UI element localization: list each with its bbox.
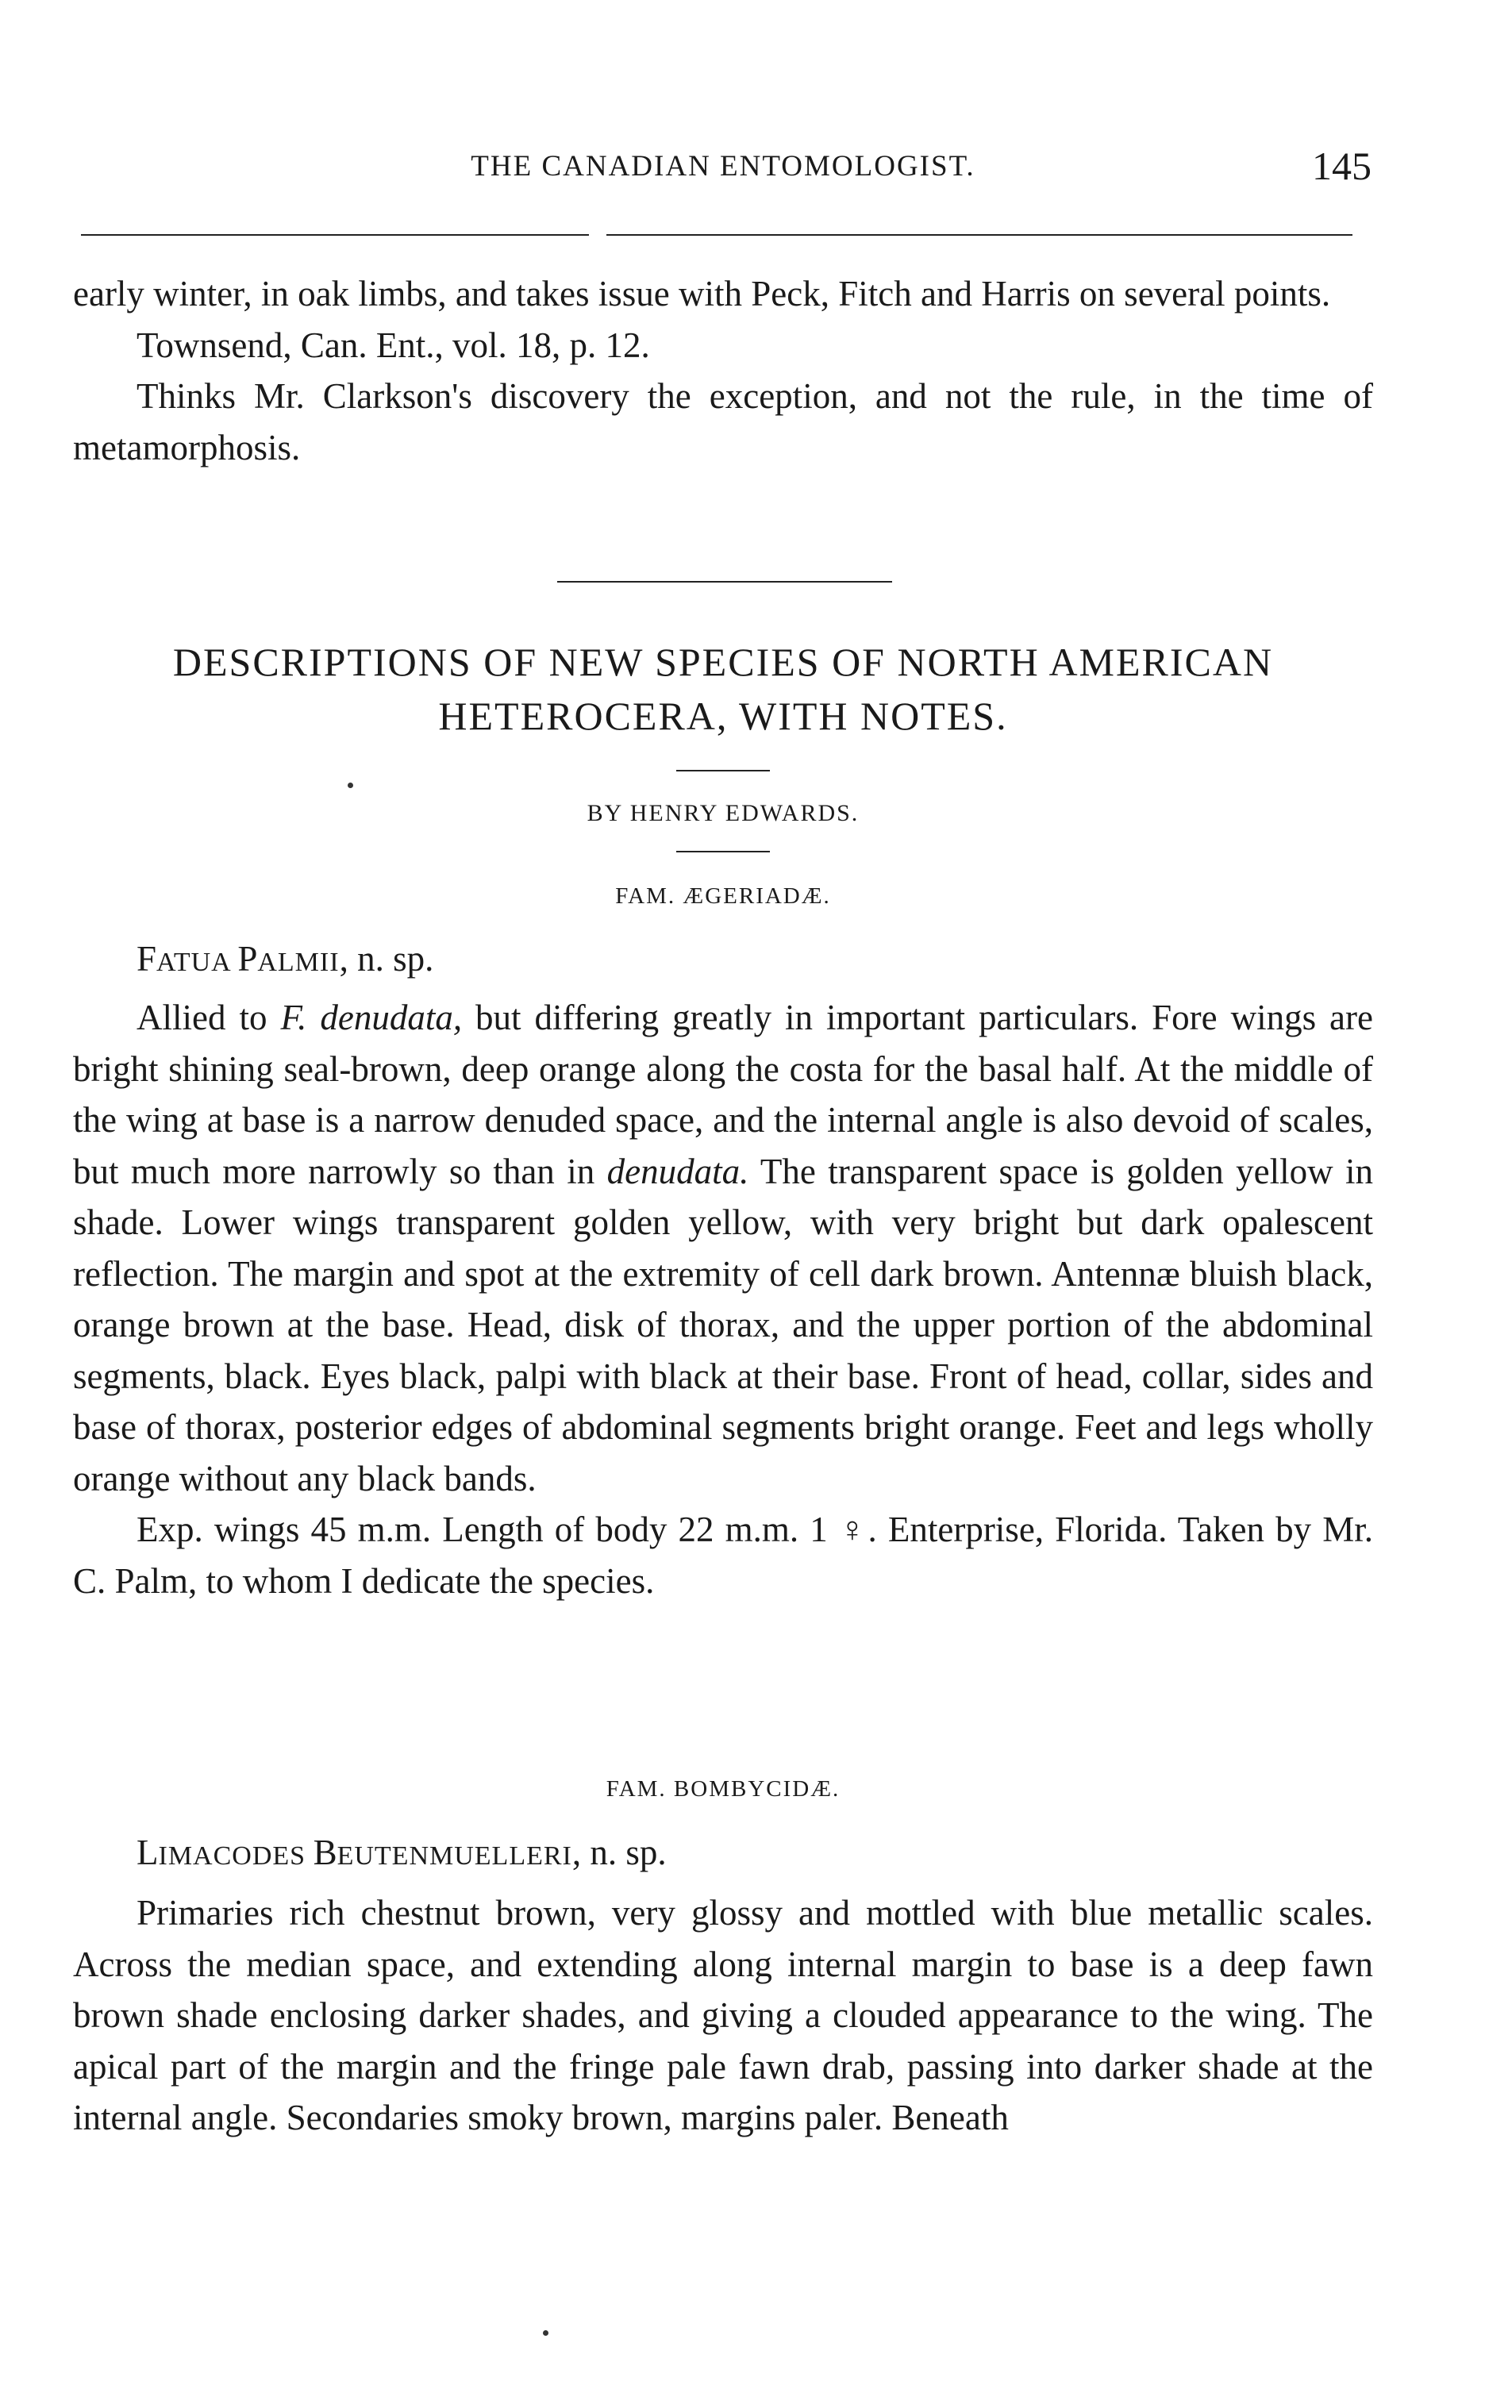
byline: BY HENRY EDWARDS.: [587, 800, 860, 826]
limacodes-description: [73, 1887, 1373, 2144]
running-head: [73, 143, 1373, 190]
continuation-paragraph-3: Thinks Mr. Clarkson's discovery the exception, and not the rule, in the time of metamorphosis.: [73, 376, 1373, 467]
header-rule-right: [606, 234, 1352, 236]
page-number: 145: [1312, 144, 1372, 188]
family-heading-aegeriadae: FAM. ÆGERIADÆ.: [615, 883, 831, 909]
fatua-description: [73, 992, 1373, 1606]
article-title: [73, 635, 1373, 743]
print-speck: [543, 2330, 548, 2336]
article-title-line-2: HETEROCERA, WITH NOTES.: [438, 694, 1008, 738]
family-heading-bombycidae: FAM. BOMBYCIDÆ.: [606, 1776, 841, 1802]
taxon-italic: F. denudata,: [280, 998, 463, 1037]
article-title-line-1: DESCRIPTIONS OF NEW SPECIES OF NORTH AMERICAN: [172, 640, 1274, 684]
section-divider-rule: [557, 581, 892, 583]
byline-rule: [676, 851, 770, 852]
continuation-text: [73, 268, 1373, 473]
journal-title: THE CANADIAN ENTOMOLOGIST.: [471, 150, 975, 183]
title-rule: [676, 770, 770, 771]
limacodes-description-paragraph: Primaries rich chestnut brown, very glossy and mottled with blue metallic scales. Across the median space, and extending along internal margin to base is a deep fawn brown shade enclosing darker shades, and giving a clouded appearance to the wing. The apical part of the margin and the fringe pale fawn drab, passing into darker shade at the internal angle. Secondaries smoky brown, margins paler. Beneath: [73, 1893, 1373, 2137]
taxon-italic: denudata.: [606, 1151, 749, 1191]
fatua-description-paragraph: Allied to F. denudata, but differing greatly in important particulars. Fore wings are bright shining seal-brown, deep orange along the costa for the basal half. At the middle of the wing at base is a narrow denuded space, and the internal angle is also devoid of scales, but much more narrowly so than in denudata. The transparent space is golden yellow in shade. Lower wings transparent golden yellow, with very bright but dark opalescent reflection. The margin and spot at the extremity of cell dark brown. Antennæ bluish black, orange brown at the base. Head, disk of thorax, and the upper portion of the abdominal segments, black. Eyes black, palpi with black at their base. Front of head, collar, sides and base of thorax, posterior edges of abdominal segments bright orange. Feet and legs wholly orange without any black bands.: [73, 998, 1373, 1498]
species-heading-limacodes-beutenmuelleri: LIMACODES BEUTENMUELLERI, n. sp.: [137, 1833, 667, 1872]
fatua-measurements-paragraph: Exp. wings 45 m.m. Length of body 22 m.m. 1 ♀. Enterprise, Florida. Taken by Mr. C. Palm, to whom I dedicate the species.: [73, 1510, 1373, 1601]
species-heading-fatua-palmii: FATUA PALMII, n. sp.: [137, 939, 434, 979]
print-speck: [348, 783, 353, 788]
header-rule-left: [81, 234, 589, 236]
continuation-paragraph-2: Townsend, Can. Ent., vol. 18, p. 12.: [137, 325, 650, 365]
continuation-paragraph-1: early winter, in oak limbs, and takes issue with Peck, Fitch and Harris on several points.: [73, 274, 1331, 314]
